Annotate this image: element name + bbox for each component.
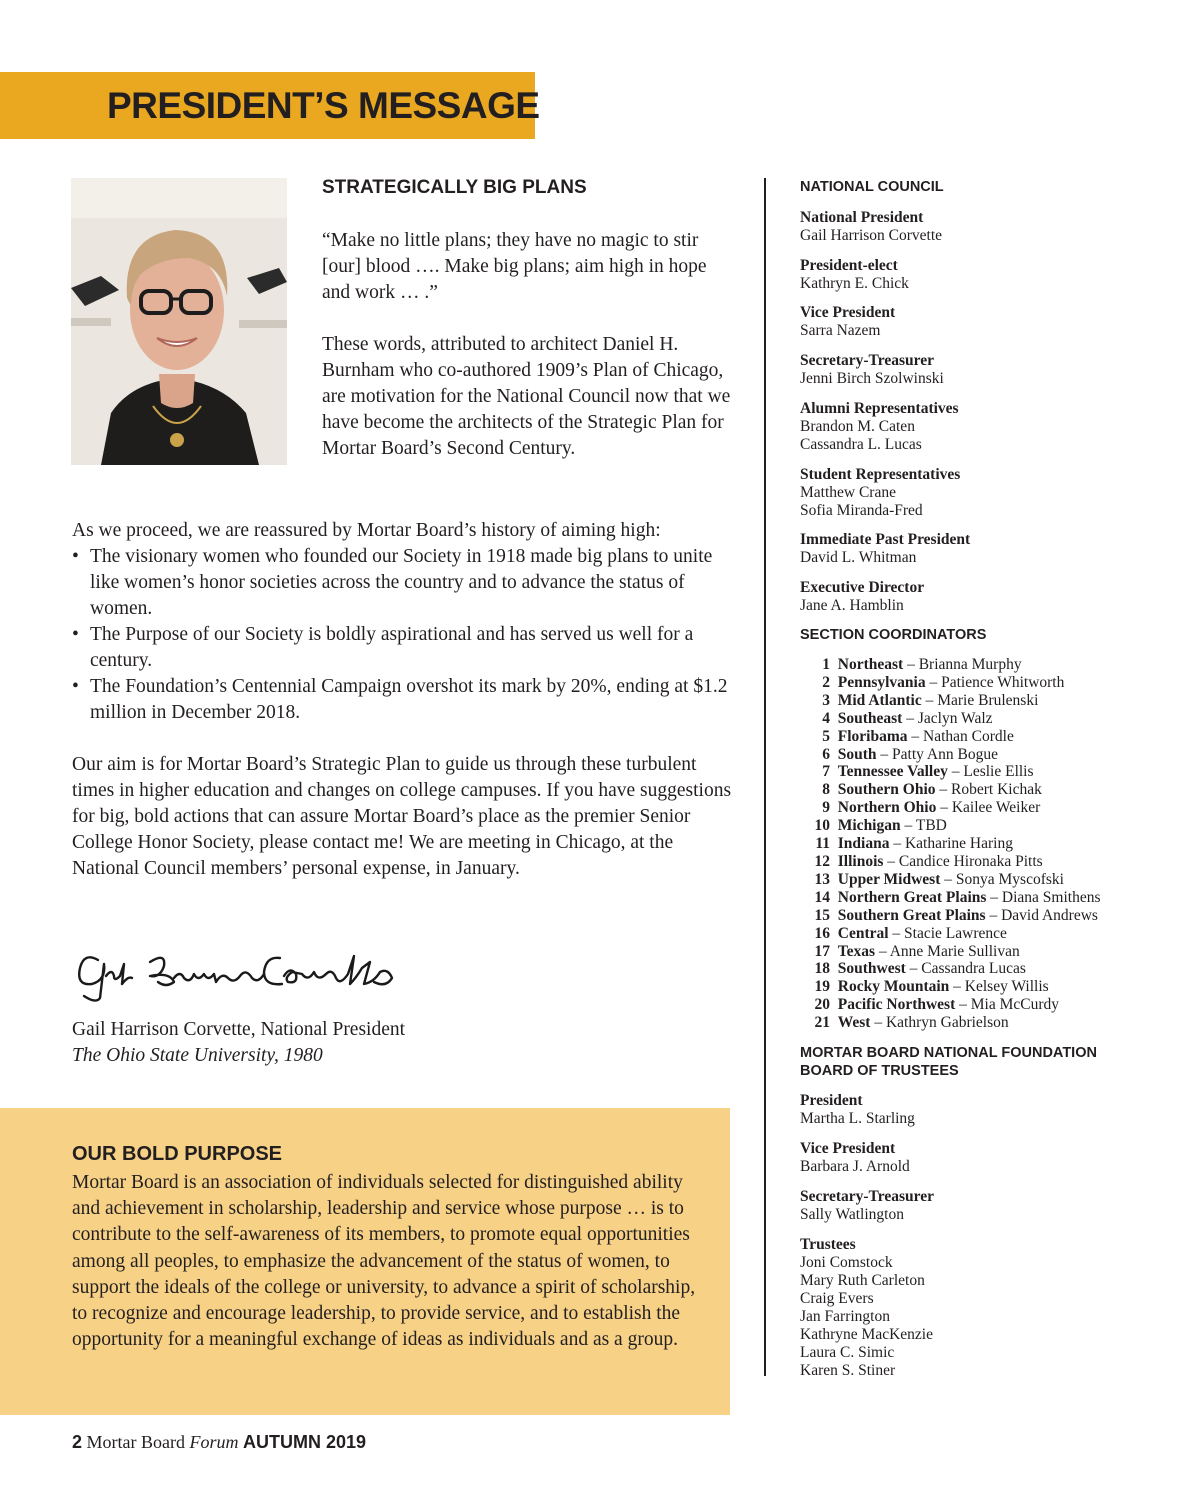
coordinator-name: Jaclyn Walz — [917, 709, 993, 727]
section-region: Pennsylvania — [837, 673, 926, 691]
purpose-text: Mortar Board is an association of individuals selected for distinguished ability and achievement in scholarship, leadership and service whose purpose … is to contribute to the self-awareness of its members, to promote equal opportunities among all peoples, to emphasize the advancement of the status of women, to support the ideals of the college or university, to advance a spirit of scholarship, to recognize and encourage leadership, to provide service, and to establish the opportunity for a meaningful exchange of ideas as individuals and as a group. — [72, 1172, 696, 1351]
council-member: Sarra Nazem — [800, 322, 881, 339]
council-role: Executive Director — [800, 579, 925, 596]
foundation-board — [800, 1044, 1160, 1080]
section-region: Upper Midwest — [837, 870, 941, 888]
signature-name: Gail Harrison Corvette, National President — [72, 1019, 406, 1040]
section-number: 14 — [814, 888, 830, 906]
national-council — [800, 178, 1160, 196]
coordinator-row — [800, 710, 1160, 728]
section-number: 13 — [814, 870, 830, 888]
council-entry — [800, 209, 1160, 245]
coordinator-name: Sonya Myscofski — [955, 870, 1064, 888]
coordinator-name: Anne Marie Sullivan — [889, 942, 1020, 960]
intro-column — [322, 228, 732, 488]
coordinator-name: Kelsey Willis — [964, 978, 1049, 996]
council-member: David L. Whitman — [800, 549, 917, 566]
section-number: 7 — [822, 763, 830, 781]
trustee-entry — [800, 1188, 1160, 1224]
council-role: Immediate Past President — [800, 531, 971, 548]
section-number: 11 — [815, 835, 830, 853]
trustee-member: Jan Farrington — [800, 1308, 890, 1325]
council-entry — [800, 466, 1160, 520]
coordinator-name: David Andrews — [1001, 906, 1098, 924]
coordinator-name: Mia McCurdy — [970, 996, 1060, 1014]
section-coordinators — [800, 626, 1160, 644]
section-number: 20 — [814, 996, 830, 1014]
coordinator-row — [800, 781, 1160, 799]
purpose-heading: OUR BOLD PURPOSE — [72, 1143, 283, 1165]
article-heading: STRATEGICALLY BIG PLANS — [322, 177, 587, 198]
closing-paragraph: Our aim is for Mortar Board’s Strategic Plan to guide us through these turbulent times in higher education and changes on college campuses. If you have suggestions for big, bold actions that can assure Mortar Board’s place as the premier Senior College Honor Society, please contact me! We are meeting in Chicago, at the National Council members’ personal expense, in January. — [72, 754, 732, 879]
separator-dash: – — [986, 888, 1002, 906]
coordinator-row — [800, 996, 1160, 1014]
section-number: 8 — [822, 781, 830, 799]
coordinator-row — [800, 871, 1160, 889]
separator-dash: – — [940, 870, 956, 888]
section-region: Southeast — [837, 709, 903, 727]
list-item-text: The Purpose of our Society is boldly aspirational and has served us well for a century. — [90, 624, 694, 671]
trustee-entry — [800, 1092, 1160, 1128]
section-region: Southern Ohio — [837, 781, 936, 799]
council-member: Jane A. Hamblin — [800, 597, 904, 614]
coordinator-name: Marie Brulenski — [937, 691, 1039, 709]
section-number: 12 — [814, 852, 830, 870]
section-region: West — [837, 1014, 871, 1032]
council-entry — [800, 531, 1160, 567]
council-entry — [800, 257, 1160, 293]
trustee-member: Joni Comstock — [800, 1254, 893, 1271]
publication-name: Mortar Board — [86, 1432, 185, 1452]
council-entry — [800, 579, 1160, 615]
coordinator-name: Nathan Cordle — [923, 727, 1014, 745]
section-region: Floribama — [837, 727, 908, 745]
coordinator-name: Patience Whitworth — [941, 673, 1065, 691]
separator-dash: – — [921, 691, 938, 709]
list-item — [72, 674, 732, 726]
council-role: President-elect — [800, 257, 898, 274]
coordinator-name: TBD — [915, 817, 947, 835]
coordinator-row — [800, 817, 1160, 835]
handwritten-signature — [70, 942, 410, 1008]
section-number: 21 — [814, 1014, 830, 1032]
council-entry — [800, 304, 1160, 340]
section-region: Michigan — [837, 817, 901, 835]
coordinator-row — [800, 925, 1160, 943]
trustee-entry — [800, 1140, 1160, 1176]
separator-dash: – — [947, 763, 964, 781]
council-entry — [800, 352, 1160, 388]
history-list — [72, 544, 732, 726]
section-region: Rocky Mountain — [837, 978, 950, 996]
trustee-member: Barbara J. Arnold — [800, 1158, 910, 1175]
coordinator-name: Cassandra Lucas — [921, 960, 1026, 978]
coordinator-name: Katharine Haring — [904, 835, 1013, 853]
separator-dash: – — [955, 996, 971, 1014]
coordinator-name: Candice Hironaka Pitts — [898, 852, 1043, 870]
main-column — [72, 518, 732, 882]
coordinator-row — [800, 853, 1160, 871]
section-number: 6 — [822, 745, 830, 763]
coordinator-row — [800, 1014, 1160, 1032]
section-region: Texas — [837, 942, 876, 960]
coordinator-row — [800, 763, 1160, 781]
page-number: 2 — [72, 1432, 83, 1452]
section-region: Illinois — [837, 852, 884, 870]
foundation-subheading: BOARD OF TRUSTEES — [800, 1063, 959, 1079]
section-region: Mid Atlantic — [837, 691, 922, 709]
section-region: Central — [837, 924, 889, 942]
list-item-text: The visionary women who founded our Society in 1918 made big plans to unite like women’s honor societies across the country and to advance the status of women. — [90, 546, 713, 619]
issue-season: AUTUMN 2019 — [243, 1432, 367, 1452]
coordinator-name: Diana Smithens — [1001, 888, 1101, 906]
council-role: Vice President — [800, 304, 896, 321]
coordinator-name: Kathryn Gabrielson — [885, 1014, 1009, 1032]
coordinator-name: Leslie Ellis — [963, 763, 1034, 781]
council-member: Gail Harrison Corvette — [800, 227, 943, 244]
separator-dash: – — [985, 906, 1002, 924]
coordinator-name: Stacie Lawrence — [904, 924, 1007, 942]
coordinator-row — [800, 907, 1160, 925]
section-number: 17 — [814, 942, 830, 960]
trustee-entry — [800, 1236, 1160, 1380]
column-divider — [764, 178, 766, 1376]
coordinator-row — [800, 728, 1160, 746]
council-member: Kathryn E. Chick — [800, 275, 909, 292]
section-region: Northern Ohio — [837, 799, 937, 817]
section-region: South — [837, 745, 877, 763]
separator-dash: – — [870, 1014, 886, 1032]
section-region: Northeast — [837, 656, 904, 673]
section-number: 5 — [822, 727, 830, 745]
trustee-member: Laura C. Simic — [800, 1344, 895, 1361]
council-role: Alumni Representatives — [800, 400, 959, 417]
page-footer — [72, 1430, 366, 1454]
section-number: 4 — [822, 709, 830, 727]
separator-dash: – — [903, 656, 919, 673]
separator-dash: – — [935, 781, 952, 799]
foundation-heading: MORTAR BOARD NATIONAL FOUNDATION — [800, 1045, 1097, 1061]
council-role: National President — [800, 209, 924, 226]
separator-dash: – — [888, 924, 905, 942]
publication-name-italic: Forum — [189, 1432, 239, 1452]
separator-dash: – — [875, 942, 890, 960]
council-member: Cassandra L. Lucas — [800, 436, 922, 453]
burnham-quote: “Make no little plans; they have no magic to stir [our] blood …. Make big plans; aim high in hope and work … .” — [322, 230, 707, 303]
bullet-icon: • — [72, 624, 79, 645]
trustee-member: Karen S. Stiner — [800, 1362, 896, 1379]
council-member: Sofia Miranda-Fred — [800, 502, 923, 519]
trustee-role: Trustees — [800, 1236, 856, 1253]
section-region: Indiana — [837, 835, 890, 853]
separator-dash: – — [889, 835, 905, 853]
bullet-icon: • — [72, 676, 79, 697]
list-item — [72, 544, 732, 622]
coordinator-row — [800, 943, 1160, 961]
separator-dash: – — [936, 799, 952, 817]
list-item-text: The Foundation’s Centennial Campaign overshot its mark by 20%, ending at $1.2 million in December 2018. — [90, 676, 728, 723]
list-item — [72, 622, 732, 674]
section-number: 3 — [822, 691, 830, 709]
section-number: 16 — [814, 924, 830, 942]
coordinator-row — [800, 978, 1160, 996]
section-number: 9 — [822, 799, 830, 817]
trustee-member: Sally Watlington — [800, 1206, 904, 1223]
coordinator-name: Brianna Murphy — [918, 656, 1022, 673]
separator-dash: – — [907, 727, 923, 745]
president-photo — [71, 178, 287, 465]
trustee-member: Kathryne MacKenzie — [800, 1326, 933, 1343]
trustee-role: Vice President — [800, 1140, 896, 1157]
section-number: 1 — [822, 656, 830, 673]
page-title: PRESIDENT’S MESSAGE — [107, 85, 540, 126]
section-coordinators-heading: SECTION COORDINATORS — [800, 627, 987, 643]
council-role: Secretary-Treasurer — [800, 352, 934, 369]
signature-school: The Ohio State University, 1980 — [72, 1045, 323, 1066]
section-number: 18 — [814, 960, 830, 978]
separator-dash: – — [876, 745, 893, 763]
bullet-icon: • — [72, 546, 79, 567]
section-number: 10 — [814, 817, 830, 835]
section-region: Northern Great Plains — [837, 888, 987, 906]
coordinator-list — [800, 656, 1160, 1032]
coordinator-name: Patty Ann Bogue — [892, 745, 998, 763]
separator-dash: – — [905, 960, 922, 978]
council-role: Student Representatives — [800, 466, 961, 483]
intro-paragraph: These words, attributed to architect Daniel H. Burnham who co-authored 1909’s Plan of Chicago, are motivation for the National Council now that we have become the architects of the Strategic Plan for Mortar Board’s Second Century. — [322, 334, 731, 459]
coordinator-row — [800, 692, 1160, 710]
council-member: Jenni Birch Szolwinski — [800, 370, 944, 387]
coordinator-row — [800, 656, 1160, 674]
trustee-role: Secretary-Treasurer — [800, 1188, 934, 1205]
separator-dash: – — [900, 817, 916, 835]
section-number: 2 — [822, 673, 830, 691]
section-region: Pacific Northwest — [837, 996, 956, 1014]
portrait-image — [71, 178, 287, 465]
trustee-role: President — [800, 1092, 863, 1109]
council-member: Matthew Crane — [800, 484, 896, 501]
coordinator-row — [800, 746, 1160, 764]
coordinator-row — [800, 835, 1160, 853]
section-region: Southwest — [837, 960, 906, 978]
coordinator-row — [800, 889, 1160, 907]
separator-dash: – — [902, 709, 918, 727]
coordinator-row — [800, 674, 1160, 692]
coordinator-name: Robert Kichak — [951, 781, 1042, 799]
section-number: 19 — [814, 978, 830, 996]
council-entry — [800, 400, 1160, 454]
trustee-member: Martha L. Starling — [800, 1110, 915, 1127]
separator-dash: – — [949, 978, 965, 996]
section-number: 15 — [814, 906, 830, 924]
national-council-heading: NATIONAL COUNCIL — [800, 179, 944, 195]
section-region: Southern Great Plains — [837, 906, 986, 924]
trustee-member: Craig Evers — [800, 1290, 874, 1307]
coordinator-name: Kailee Weiker — [951, 799, 1041, 817]
separator-dash: – — [883, 852, 899, 870]
separator-dash: – — [925, 673, 942, 691]
council-member: Brandon M. Caten — [800, 418, 915, 435]
trustee-member: Mary Ruth Carleton — [800, 1272, 925, 1289]
section-region: Tennessee Valley — [837, 763, 948, 781]
coordinator-row — [800, 799, 1160, 817]
coordinator-row — [800, 960, 1160, 978]
lead-paragraph: As we proceed, we are reassured by Mortar Board’s history of aiming high: — [72, 520, 661, 541]
